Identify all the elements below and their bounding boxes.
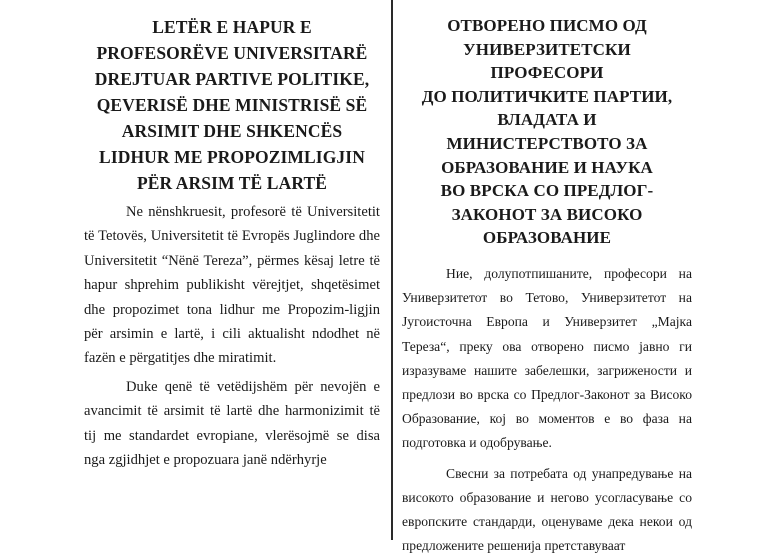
macedonian-title-line: МИНИСТЕРСТВОТО ЗА — [446, 133, 648, 153]
albanian-column — [84, 14, 380, 540]
macedonian-paragraph-1: Ние, долупотпишаните, професори на Универзитетот во Тетово, Универзитетот на Југоисточна Европа и Универзитет „Мајка Тереза“, преку ова отворено писмо јавно ги изразуваме нашите забелешки, загрижености и предлози во врска со Предлог-Законот за Високо Образование, кој во моментов е во фаза на подготовка и одобрување. — [402, 265, 692, 451]
albanian-title-line: LIDHUR ME PROPOZIMLIGJIN — [99, 147, 365, 167]
macedonian-title-line: ДО ПОЛИТИЧКИТЕ ПАРТИИ, — [421, 86, 673, 106]
albanian-title-line: QEVERISË DHE MINISTRISË SË — [96, 95, 368, 115]
albanian-title — [84, 14, 380, 196]
macedonian-title-line: ОБРАЗОВАНИЕ — [482, 228, 612, 248]
albanian-title-line: DREJTUAR PARTIVE POLITIKE, — [94, 69, 370, 89]
macedonian-title-line: ВЛАДАТА И — [497, 110, 597, 130]
macedonian-column — [402, 14, 692, 554]
albanian-title-line: ARSIMIT DHE SHKENCËS — [121, 121, 343, 141]
macedonian-title-line: ОТВОРЕНО ПИСМО ОД — [447, 16, 647, 35]
column-divider — [391, 0, 393, 540]
macedonian-title-line: ВО ВРСКА СО ПРЕДЛОГ- — [440, 181, 654, 201]
albanian-paragraph-1: Ne nënshkruesit, profesorë të Universitetit të Tetovës, Universitetit të Evropës Juglindore dhe Universitetit “Nënë Tereza”, përmes kësaj letre të hapur shprehim publikisht vërejtjet, shqetësimet dhe propozimet tona lidhur me Propozim-ligjin për arsimin e lartë, i cili aktualisht ndodhet në fazën e përgatitjes dhe miratimit. — [84, 204, 380, 367]
macedonian-title-line: ОБРАЗОВАНИЕ И НАУКА — [441, 157, 653, 177]
albanian-title-line: PËR ARSIM TË LARTË — [136, 173, 327, 193]
albanian-title-line: LETËR E HAPUR E — [152, 17, 312, 37]
albanian-paragraph-2: Duke qenë të vetëdijshëm për nevojën e avancimit të arsimit të lartë dhe harmonizimit të tij me standardet evropiane, vlerësojmë se disa nga zgjidhjet e propozuara janë ndërhyrje — [84, 378, 380, 469]
macedonian-title — [402, 14, 692, 250]
macedonian-title-line: ПРОФЕСОРИ — [490, 63, 604, 83]
macedonian-title-line: ЗАКОНОТ ЗА ВИСОКО — [451, 204, 643, 224]
macedonian-title-line: УНИВЕРЗИТЕТСКИ — [463, 39, 631, 59]
albanian-title-line: PROFESORËVE UNIVERSITARË — [96, 43, 368, 63]
macedonian-paragraph-2: Свесни за потребата од унапредување на високото образование и негово усогласување со европските стандарди, оценуваме дека некои од предложените решенија претставуваат — [402, 465, 692, 554]
